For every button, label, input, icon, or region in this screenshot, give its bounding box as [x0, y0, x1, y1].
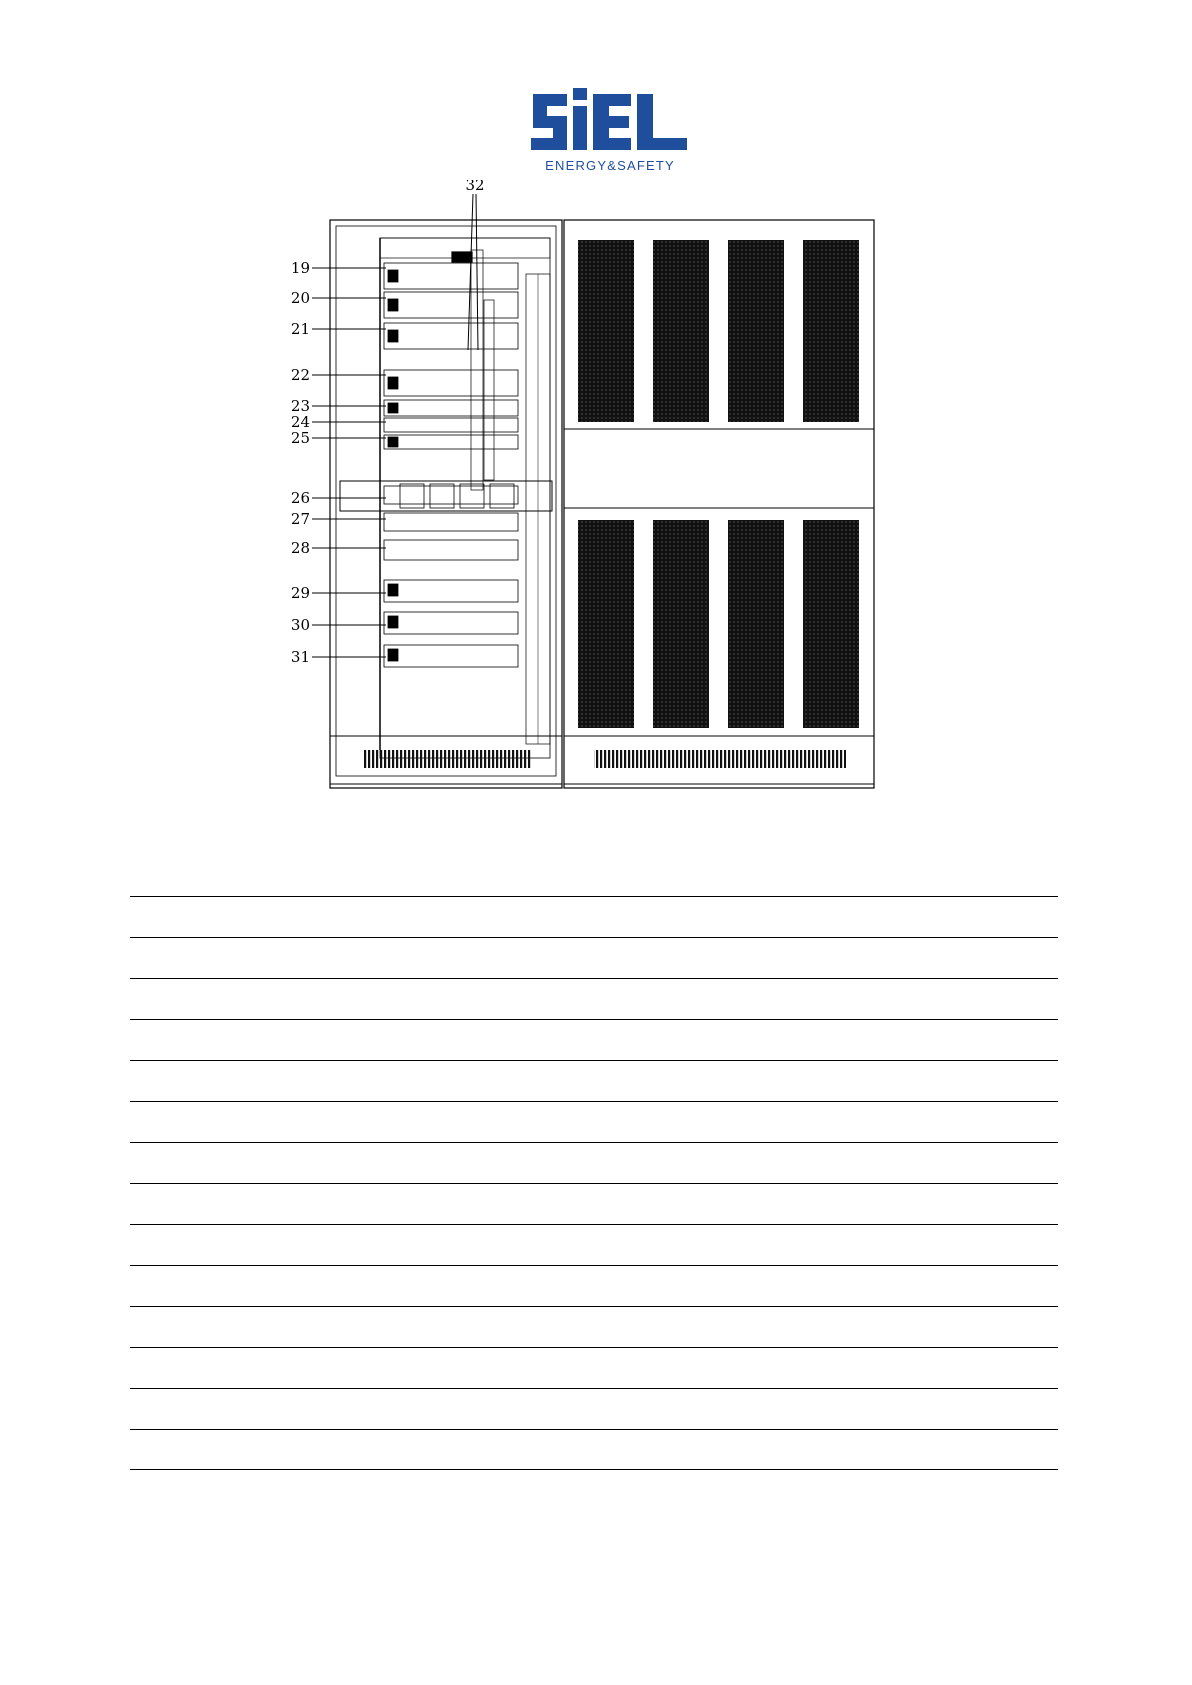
table-row — [130, 937, 1058, 978]
table-row — [130, 1306, 1058, 1347]
callout-24: 24 — [290, 413, 310, 431]
logo-mark — [531, 88, 687, 150]
table-row — [130, 1265, 1058, 1306]
callout-20: 20 — [290, 289, 310, 307]
cabinet-drawing — [288, 180, 910, 798]
callout-26: 26 — [290, 489, 310, 507]
callout-27: 27 — [290, 510, 310, 528]
breaker-rows — [384, 263, 518, 667]
table-row — [130, 1101, 1058, 1142]
callout-31: 31 — [290, 648, 310, 666]
table-row — [130, 1224, 1058, 1265]
siel-logo — [527, 86, 693, 174]
table-row — [130, 1183, 1058, 1224]
table-row — [130, 1388, 1058, 1429]
callout-19: 19 — [290, 259, 310, 277]
table-row — [130, 1347, 1058, 1388]
callout-29: 29 — [290, 584, 310, 602]
table-row — [130, 1060, 1058, 1101]
callout-30: 30 — [290, 616, 310, 634]
callout-22: 22 — [290, 366, 310, 384]
callout-28: 28 — [290, 539, 310, 557]
table-row — [130, 978, 1058, 1019]
table-row — [130, 1142, 1058, 1183]
table-row — [130, 1429, 1058, 1470]
table-row — [130, 1019, 1058, 1060]
callout-32: 32 — [465, 180, 485, 194]
vent-grilles — [578, 240, 859, 728]
callout-23: 23 — [290, 397, 310, 415]
logo-tagline: ENERGY&SAFETY — [545, 158, 675, 173]
callout-25: 25 — [290, 429, 310, 447]
parts-table — [130, 896, 1058, 1470]
callout-21: 21 — [290, 320, 310, 338]
table-row — [130, 896, 1058, 937]
